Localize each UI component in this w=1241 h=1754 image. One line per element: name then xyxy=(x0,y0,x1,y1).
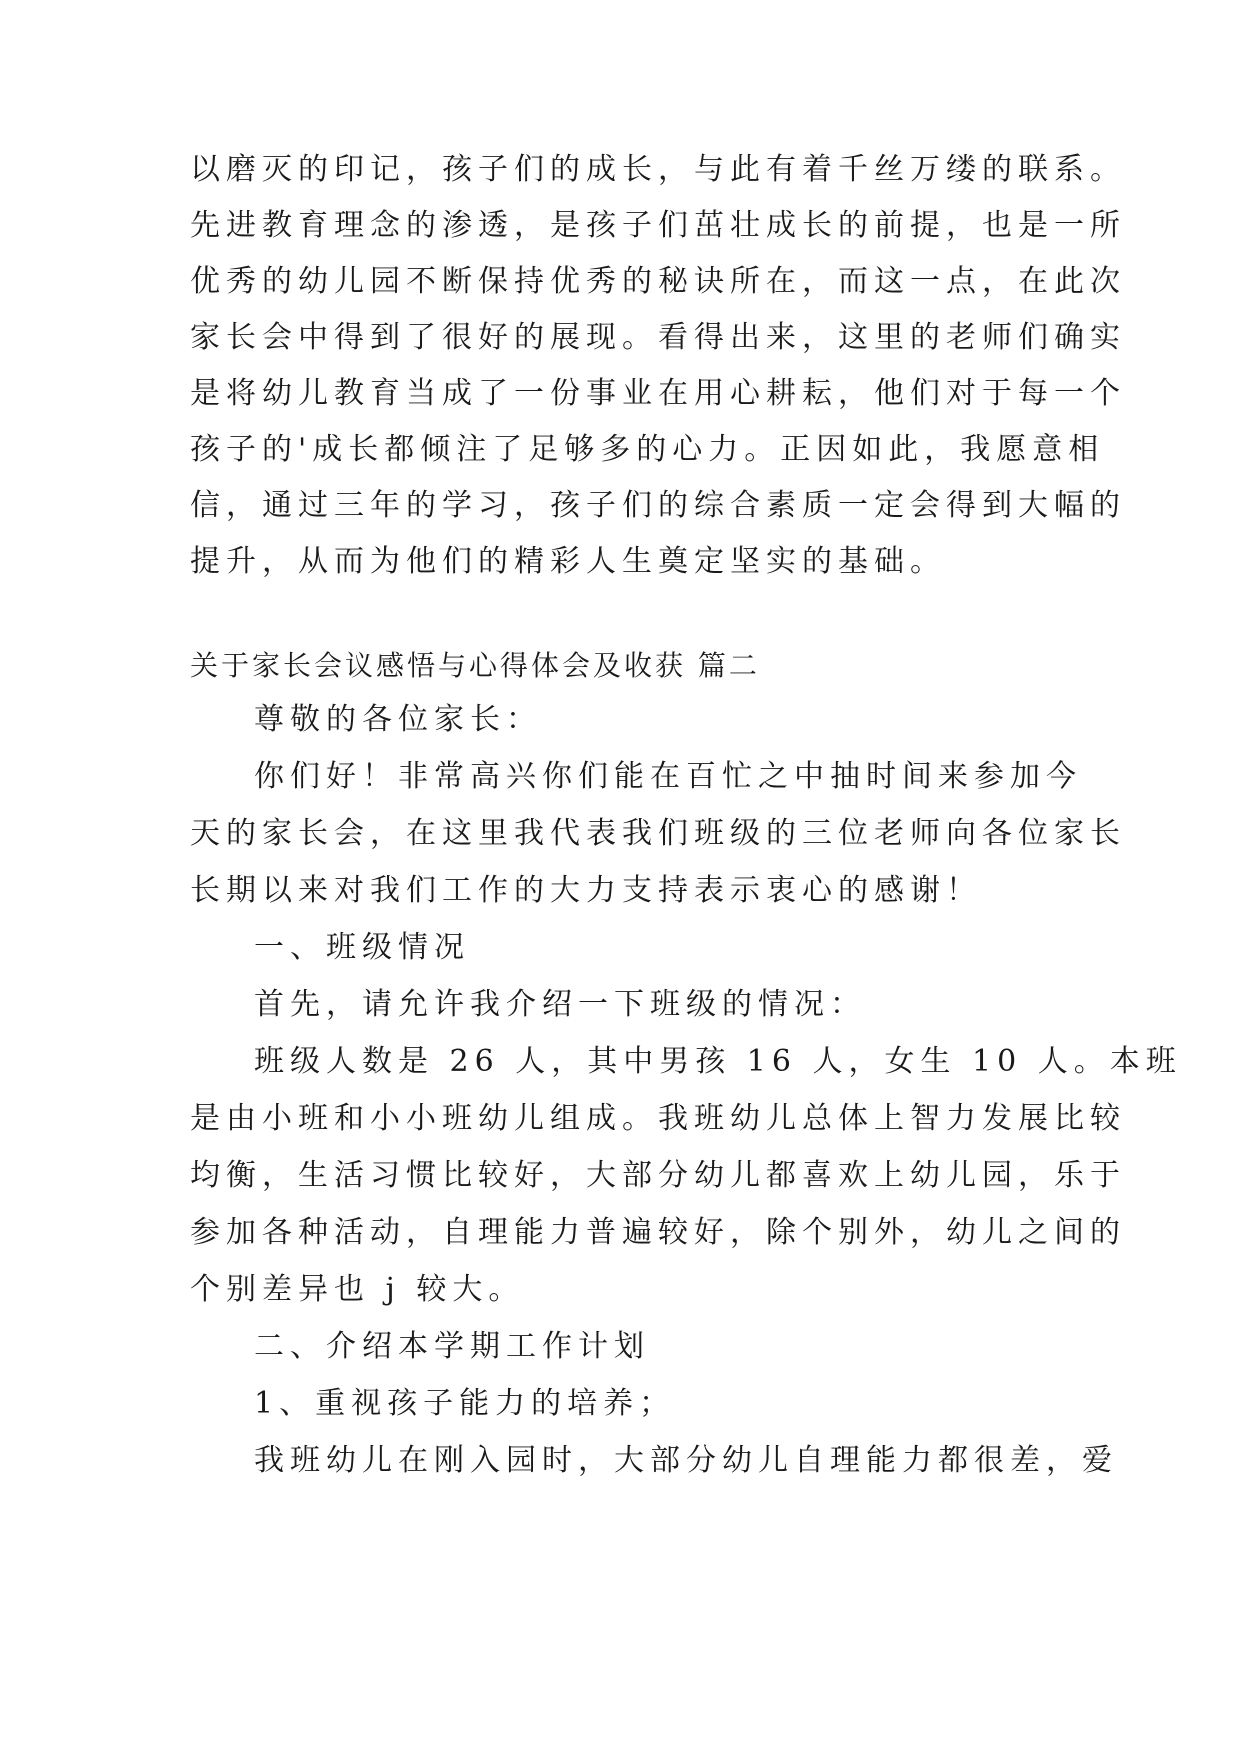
section-title: 关于家长会议感悟与心得体会及收获 篇二 xyxy=(190,649,760,682)
paragraph-line: 优秀的幼儿园不断保持优秀的秘诀所在，而这一点，在此次 xyxy=(190,264,1126,299)
paragraph-line: 提升，从而为他们的精彩人生奠定坚实的基础。 xyxy=(190,544,946,579)
paragraph-line: 长期以来对我们工作的大力支持表示衷心的感谢！ xyxy=(190,873,982,908)
paragraph-line: 你们好！非常高兴你们能在百忙之中抽时间来参加今 xyxy=(254,759,1082,794)
paragraph-line: 班级人数是 26 人，其中男孩 16 人，女生 10 人。本班 xyxy=(254,1044,1182,1079)
paragraph-line: 均衡，生活习惯比较好，大部分幼儿都喜欢上幼儿园，乐于 xyxy=(190,1158,1126,1193)
subheading: 二、介绍本学期工作计划 xyxy=(254,1329,650,1364)
paragraph-line: 参加各种活动，自理能力普遍较好，除个别外，幼儿之间的 xyxy=(190,1215,1126,1250)
greeting: 尊敬的各位家长： xyxy=(254,702,542,737)
paragraph-line: 家长会中得到了很好的展现。看得出来，这里的老师们确实 xyxy=(190,320,1126,355)
paragraph-line: 首先，请允许我介绍一下班级的情况： xyxy=(254,987,866,1022)
paragraph-line: 天的家长会，在这里我代表我们班级的三位老师向各位家长 xyxy=(190,816,1126,851)
paragraph-line: 是将幼儿教育当成了一份事业在用心耕耘，他们对于每一个 xyxy=(190,376,1126,411)
paragraph-line: 我班幼儿在刚入园时，大部分幼儿自理能力都很差，爱 xyxy=(254,1443,1118,1478)
paragraph-line: 孩子的'成长都倾注了足够多的心力。正因如此，我愿意相 xyxy=(190,432,1105,467)
paragraph-line: 信，通过三年的学习，孩子们的综合素质一定会得到大幅的 xyxy=(190,488,1126,523)
paragraph-line: 以磨灭的印记，孩子们的成长，与此有着千丝万缕的联系。 xyxy=(190,152,1126,187)
subheading: 一、班级情况 xyxy=(254,930,470,965)
paragraph-line: 先进教育理念的渗透，是孩子们茁壮成长的前提，也是一所 xyxy=(190,208,1126,243)
paragraph-line: 是由小班和小小班幼儿组成。我班幼儿总体上智力发展比较 xyxy=(190,1101,1126,1136)
paragraph-line: 个别差异也 j 较大。 xyxy=(190,1272,525,1307)
list-item: 1、重视孩子能力的培养； xyxy=(254,1386,676,1421)
